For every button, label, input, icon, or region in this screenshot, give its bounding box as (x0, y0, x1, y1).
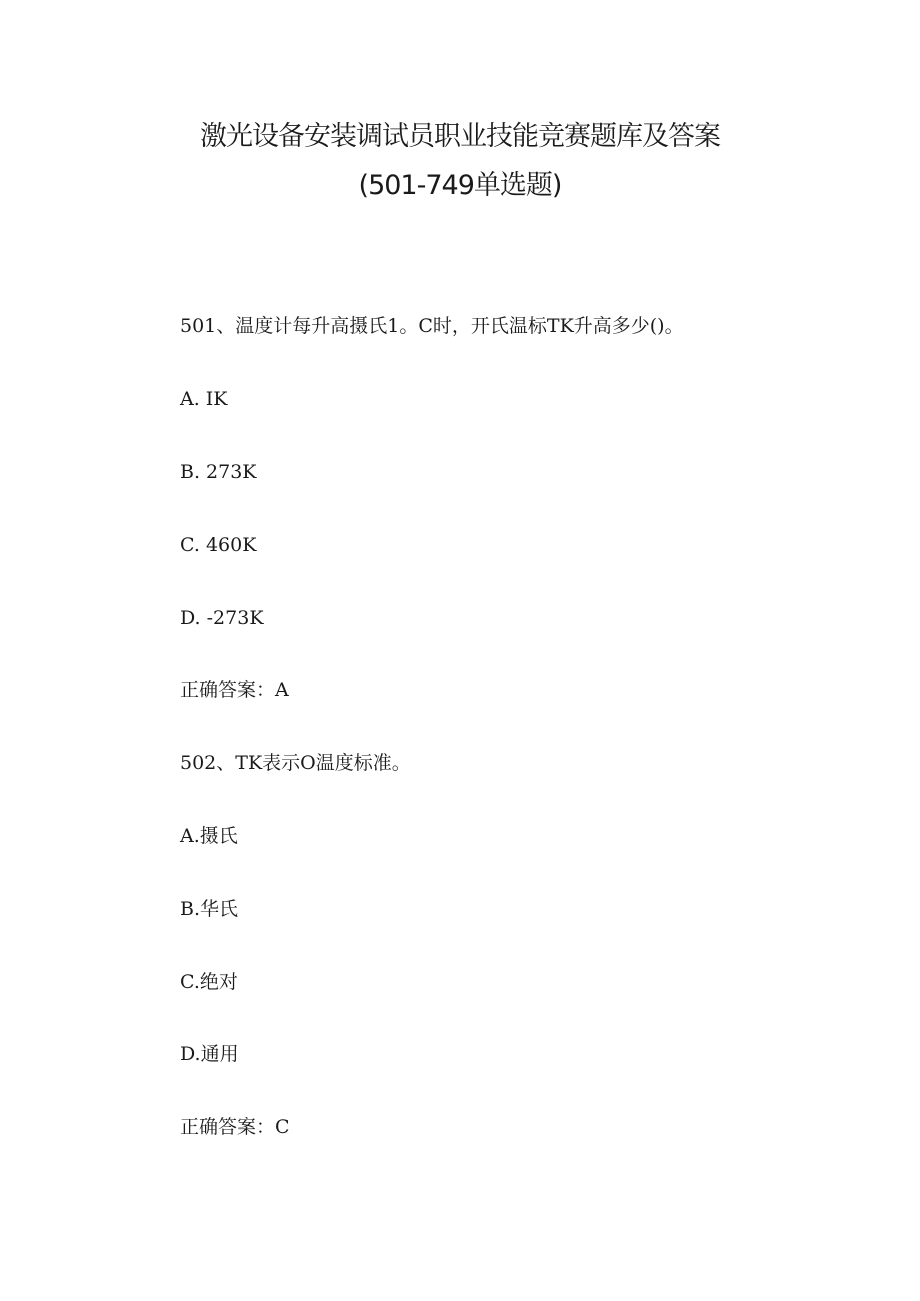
question-501-option-d: D. -273K (180, 607, 264, 629)
question-502-option-d: D.通用 (180, 1043, 239, 1065)
question-stem-501: 501、温度计每升高摄氏1。C时，开氏温标TK升高多少()。 (180, 315, 684, 337)
question-501-option-a: A. IK (180, 388, 228, 410)
question-502-option-b: B.华氏 (180, 898, 239, 920)
document-subtitle: (501-749单选题) (358, 170, 562, 201)
question-stem-502: 502、TK表示O温度标准。 (180, 752, 411, 774)
question-501-option-c: C. 460K (180, 534, 257, 556)
document-title: 激光设备安装调试员职业技能竞赛题库及答案 (200, 121, 720, 152)
question-501-answer: 正确答案：A (180, 679, 289, 701)
question-502-option-c: C.绝对 (180, 971, 238, 993)
question-502-answer: 正确答案：C (180, 1116, 290, 1138)
question-501-option-b: B. 273K (180, 461, 257, 483)
question-502-option-a: A.摄氏 (180, 825, 238, 847)
